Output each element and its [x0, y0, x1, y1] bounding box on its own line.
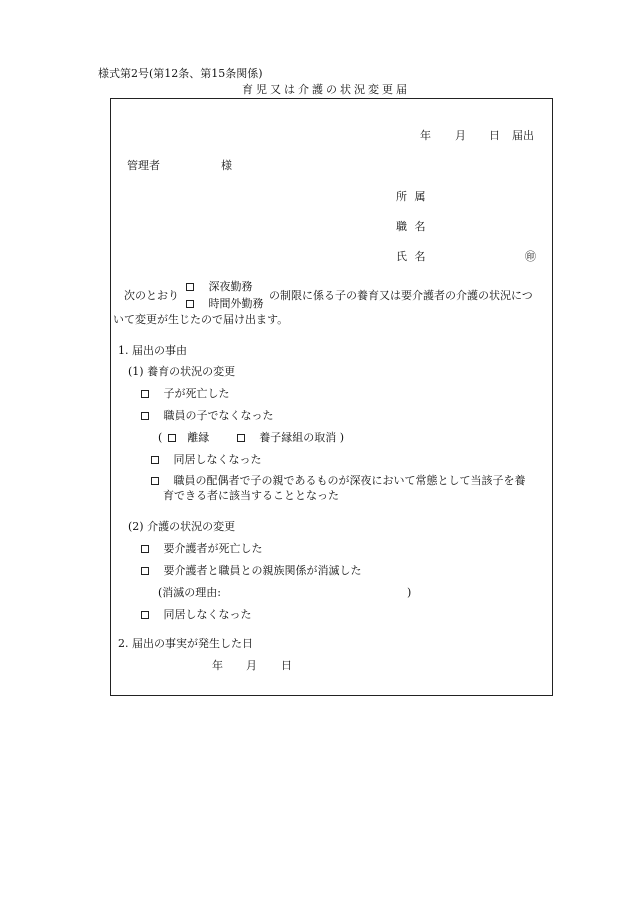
item-care-died[interactable] [141, 542, 263, 556]
form-title: 育児又は介護の状況変更届 [242, 83, 410, 96]
affiliation-label: 所 属 [396, 190, 428, 203]
date-submit-label: 届出 [512, 129, 534, 142]
item-no-cohabit-care-label: 同居しなくなった [163, 608, 252, 621]
section1-sub2-heading: (2) 介護の状況の変更 [128, 520, 236, 533]
checkbox-night[interactable] [186, 283, 194, 291]
option-overtime-label: 時間外勤務 [208, 297, 264, 310]
checkbox-divorce[interactable] [168, 434, 176, 442]
checkbox-overtime[interactable] [186, 300, 194, 308]
date-month-label: 月 [455, 129, 466, 142]
item-spouse-line1: 職員の配偶者で子の親であるものが深夜において常態として当該子を養 [173, 474, 526, 487]
seal-mark: ㊞ [525, 250, 536, 263]
addressee-honorific: 様 [221, 159, 232, 172]
reason-label: (消滅の理由: [158, 586, 221, 599]
checkbox-child-died[interactable] [141, 390, 149, 398]
intro-prefix: 次のとおり [124, 289, 179, 302]
date-day-label: 日 [489, 129, 500, 142]
section2-heading: 2. 届出の事実が発生した日 [118, 637, 253, 650]
reason-close: ) [407, 586, 412, 599]
section2-day-label: 日 [281, 659, 292, 672]
checkbox-no-cohabit-child[interactable] [151, 456, 159, 464]
paren-open: ( [158, 431, 163, 444]
intro-suffix: の制限に係る子の養育又は要介護者の介護の状況につ [269, 289, 533, 302]
item-no-cohabit-care[interactable] [141, 608, 252, 622]
item-spouse[interactable] [151, 474, 526, 488]
paren-close: ) [339, 431, 345, 444]
sub-adoption-cancel-label: 養子縁組の取消 [259, 431, 337, 444]
checkbox-no-cohabit-care[interactable] [141, 611, 149, 619]
position-label: 職 名 [396, 220, 428, 233]
form-number: 様式第2号(第12条、第15条関係) [98, 67, 263, 80]
item-child-died[interactable] [141, 387, 230, 401]
date-year-label: 年 [420, 129, 431, 142]
item-not-child-label: 職員の子でなくなった [163, 409, 274, 422]
checkbox-care-died[interactable] [141, 545, 149, 553]
section1-heading: 1. 届出の事由 [118, 344, 187, 357]
item-care-died-label: 要介護者が死亡した [163, 542, 263, 555]
sub-options-row [158, 431, 344, 445]
option-night-label: 深夜勤務 [208, 280, 253, 293]
item-no-cohabit-child[interactable] [151, 453, 262, 467]
section2-month-label: 月 [246, 659, 257, 672]
checkbox-relation-ended[interactable] [141, 567, 149, 575]
checkbox-spouse[interactable] [151, 477, 159, 485]
item-child-died-label: 子が死亡した [163, 387, 230, 400]
intro-line2: いて変更が生じたので届け出ます。 [113, 313, 289, 326]
option-overtime[interactable] [186, 297, 264, 311]
section2-year-label: 年 [212, 659, 223, 672]
item-not-child[interactable] [141, 409, 274, 423]
checkbox-not-child[interactable] [141, 412, 149, 420]
item-spouse-line2: 育できる者に該当することとなった [163, 489, 339, 502]
option-night[interactable] [186, 280, 253, 294]
addressee-label: 管理者 [127, 159, 160, 172]
sub-divorce-label: 離縁 [187, 431, 210, 444]
checkbox-adoption-cancel[interactable] [237, 434, 245, 442]
name-label: 氏 名 [396, 250, 428, 263]
item-relation-ended-label: 要介護者と職員との親族関係が消滅した [163, 564, 362, 577]
item-relation-ended[interactable] [141, 564, 362, 578]
item-no-cohabit-child-label: 同居しなくなった [173, 453, 262, 466]
section1-sub1-heading: (1) 養育の状況の変更 [128, 365, 236, 378]
